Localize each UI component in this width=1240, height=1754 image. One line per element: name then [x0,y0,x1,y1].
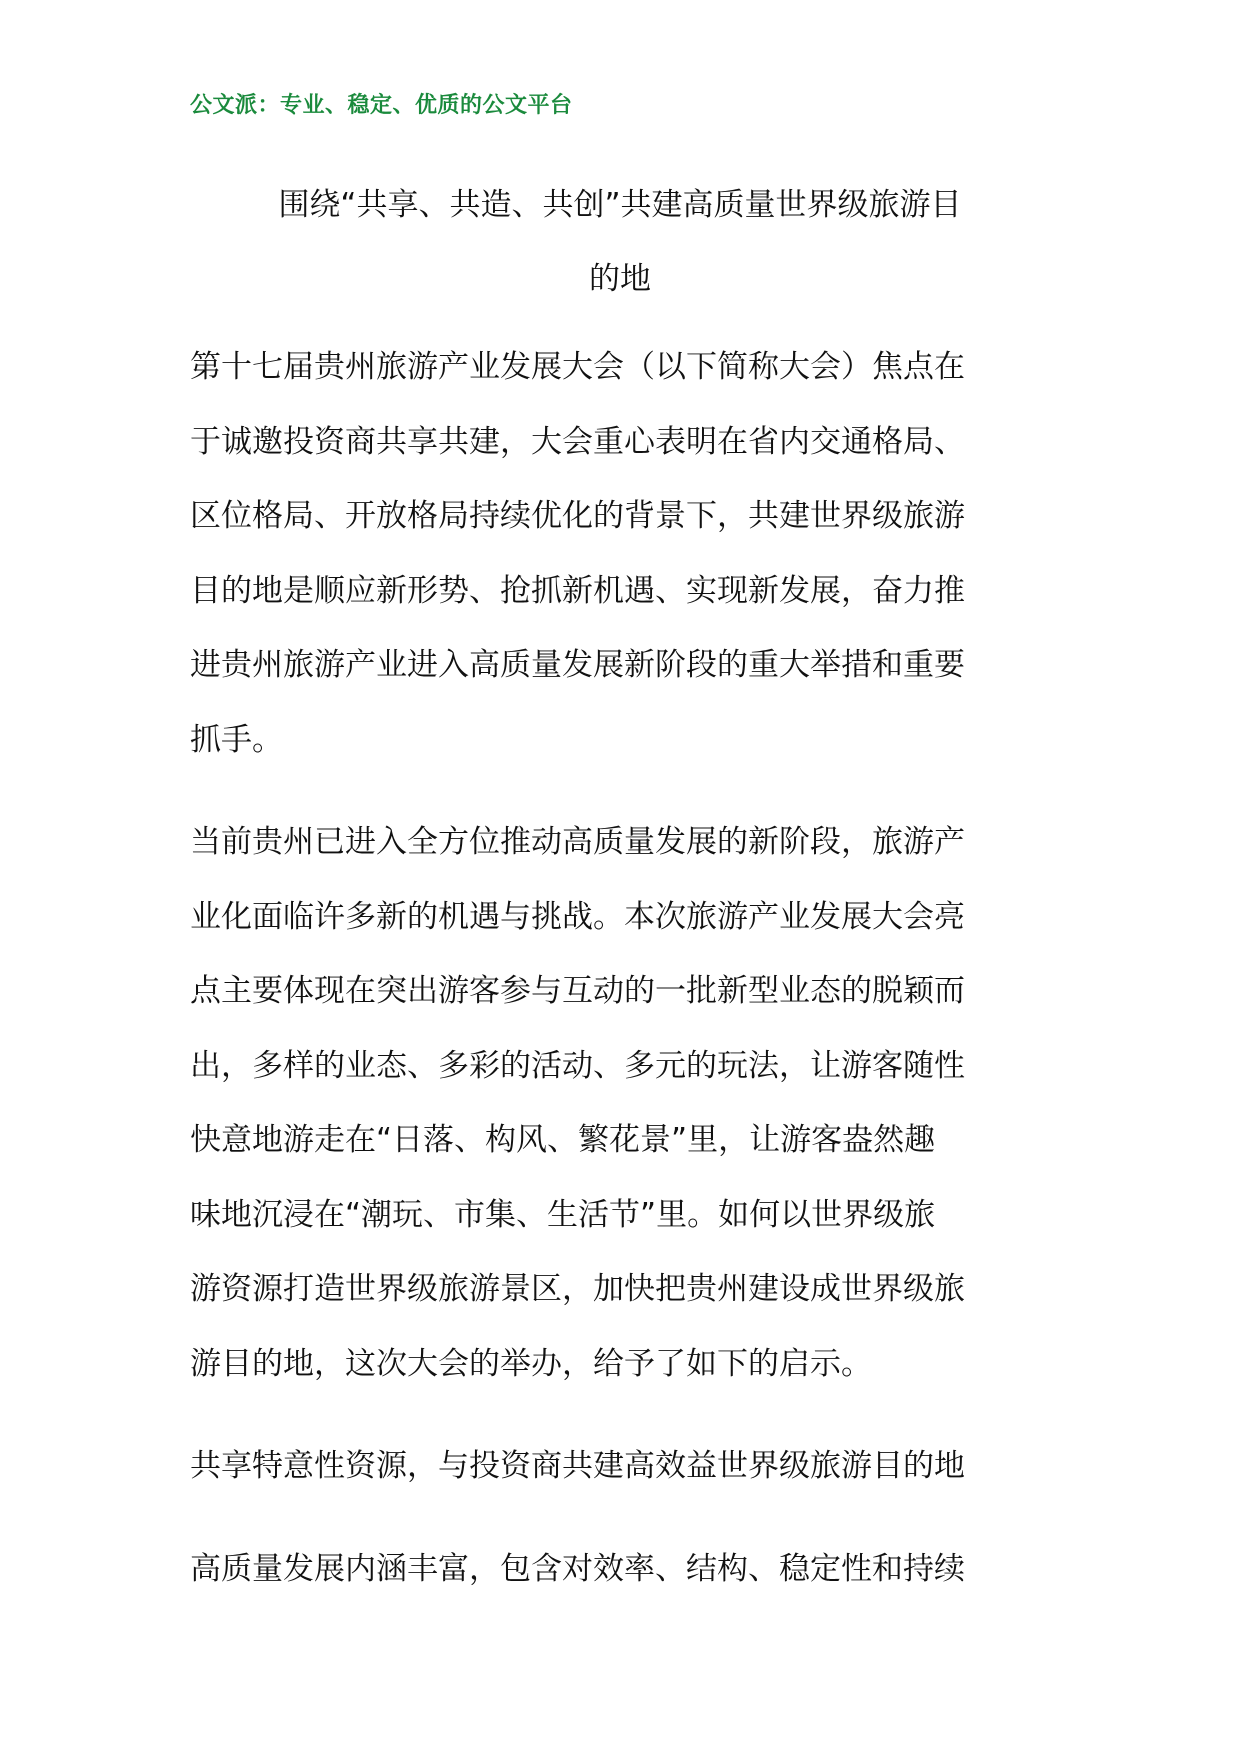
text-line: 区位格局、开放格局持续优化的背景下，共建世界级旅游 [190,498,965,534]
text-line: 味地沉浸在“潮玩、市集、生活节”里。如何以世界级旅 [190,1196,936,1233]
text-line: 于诚邀投资商共享共建，大会重心表明在省内交通格局、 [190,423,965,460]
title-line: 的地 [589,261,651,297]
text-line: 进贵州旅游产业进入高质量发展新阶段的重大举措和重要 [190,647,965,683]
text-line: 高质量发展内涵丰富，包含对效率、结构、稳定性和持续 [190,1550,965,1587]
paragraph-1 [190,330,1060,777]
text-line: 当前贵州已进入全方位推动高质量发展的新阶段，旅游产 [190,824,965,860]
paragraph-2 [190,805,1060,1401]
text-line: 抓手。 [190,721,283,758]
text-line: 第十七届贵州旅游产业发展大会（以下简称大会）焦点在 [190,349,965,385]
text-line: 游目的地，这次大会的举办，给予了如下的启示。 [190,1345,872,1382]
section-heading [190,1429,1060,1504]
text-line: 目的地是顺应新形势、抢抓新机遇、实现新发展，奋力推 [190,572,965,609]
text-line: 业化面临许多新的机遇与挑战。本次旅游产业发展大会亮 [190,898,965,935]
text-line: 快意地游走在“日落、构风、繁花景”里，让游客盎然趣 [190,1122,936,1158]
site-header-banner: 公文派：专业、稳定、优质的公文平台 [190,93,573,118]
text-line: 共享特意性资源，与投资商共建高效益世界级旅游目的地 [190,1448,965,1484]
document-body [190,330,1060,1634]
document-title [190,168,1050,316]
paragraph-3 [190,1532,1060,1607]
title-line: 围绕“共享、共造、共创”共建高质量世界级旅游目 [278,187,962,223]
text-line: 出，多样的业态、多彩的活动、多元的玩法，让游客随性 [190,1047,965,1084]
text-line: 点主要体现在突出游客参与互动的一批新型业态的脱颖而 [190,973,965,1009]
text-line: 游资源打造世界级旅游景区，加快把贵州建设成世界级旅 [190,1271,965,1307]
